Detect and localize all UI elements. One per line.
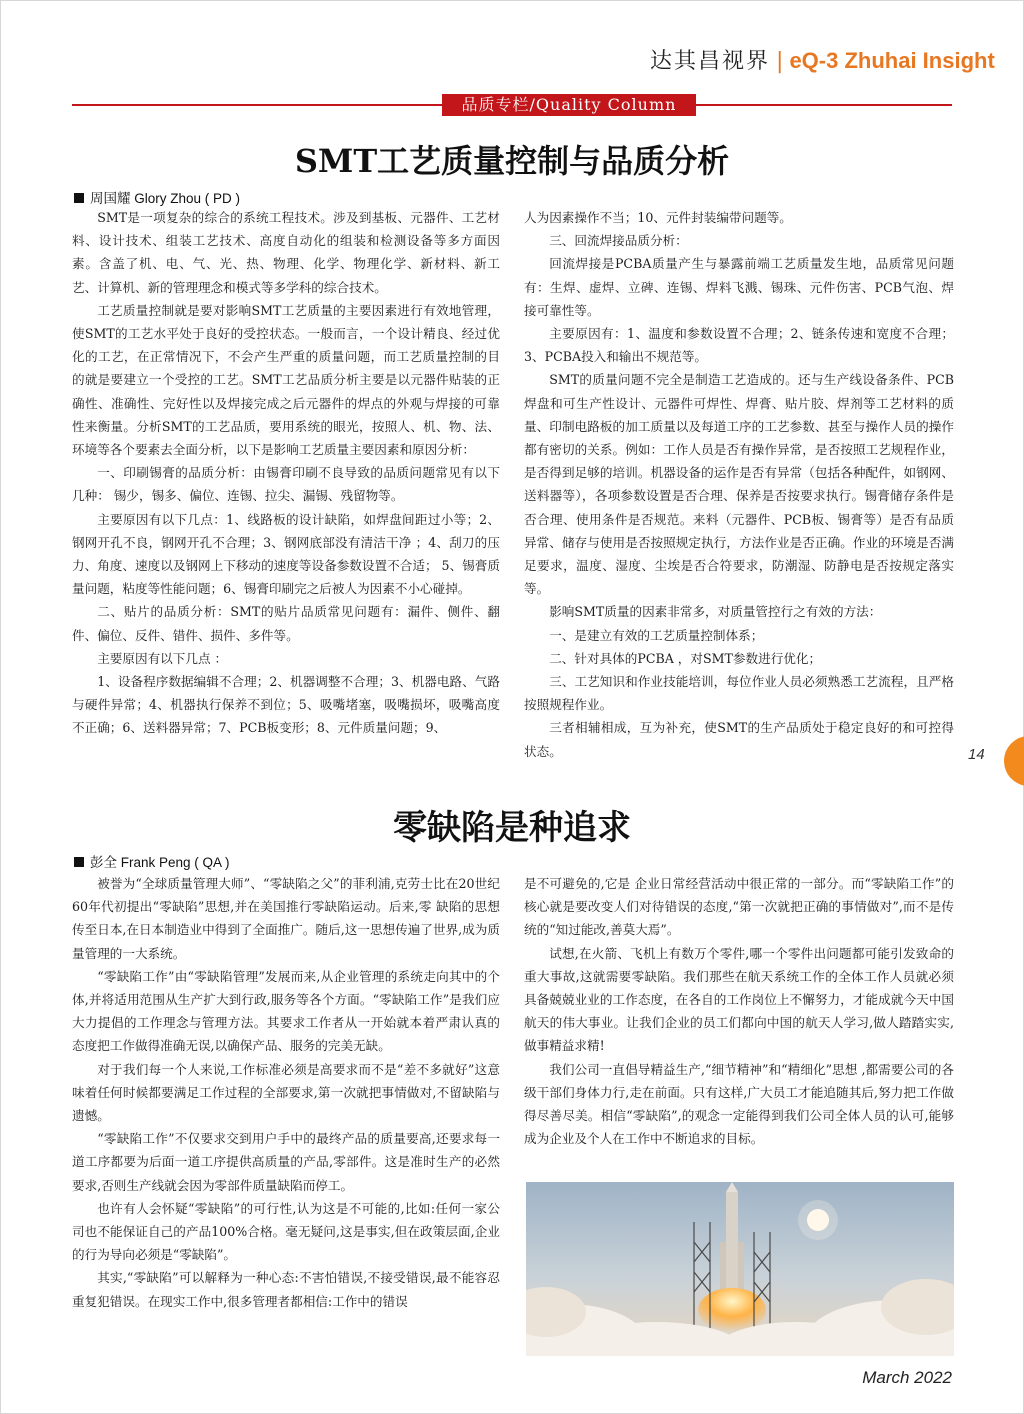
masthead-cn: 达其昌视界 xyxy=(650,49,771,74)
article2-column-left xyxy=(72,872,500,1313)
byline-square-icon xyxy=(74,857,84,867)
article2-title: 零缺陷是种追求 xyxy=(393,808,631,848)
article1-title: SMT工艺质量控制与品质分析 xyxy=(294,142,730,180)
paragraph: 我们公司一直倡导精益生产,“细节精神”和“精细化”思想 ,都需要公司的各级干部们身体力行,走在前面。只有这样,广大员工才能追随其后,努力把工作做得尽善尽美。相信“零缺陷”,的观念一定能得到我们公司全体人员的认可,能够成为企业及个人在工作中不断追求的目标。 xyxy=(524,1061,954,1147)
paragraph: SMT是一项复杂的综合的系统工程技术。涉及到基板、元器件、工艺材料、设计技术、组装工艺技术、高度自动化的组装和检测设备等多方面因素。含盖了机、电、气、光、热、物理、化学、物理化学、新材料、新工艺、计算机、新的管理理念和模式等多学科的综合技术。 xyxy=(72,210,500,295)
paragraph: SMT的质量问题不完全是制造工艺造成的。还与生产线设备条件、PCB焊盘和可生产性设计、元器件可焊性、焊膏、贴片胶、焊剂等工艺材料的质量、印制电路板的加工质量以及每道工序的工艺参数、甚至与操作人员的操作都有密切的关系。例如：工作人员是否有操作异常，是否按照工艺规程作业，是否得到足够的培训。机器设备的运作是否有异常（包括各种配件，如钢网、送料器等），各项参数设置是否合理、保养是否按要求执行。锡膏储存条件是否合理、使用条件是否规范。来料（元器件、PCB板、锡膏等）是否有品质异常、储存与使用是否按照规定执行，方法作业是否正确。作业的环境是否满足要求，温度、湿度、尘埃是否合符要求，防潮湿、防静电是否按规定落实等。 xyxy=(524,372,954,597)
article1-byline xyxy=(74,187,240,207)
masthead xyxy=(650,44,995,78)
paragraph: 主要原因有以下几点 ： xyxy=(97,650,228,666)
paragraph: 主要原因有以下几点：1、线路板的设计缺陷，如焊盘间距过小等；2、钢网开孔不良，钢网开孔不合理；3、钢网底部没有清洁干净 ；4、刮刀的压力、角度、速度以及钢网上下移动的速度等设备参数设置不合适； 5、锡膏质量问题，粘度等性能问题；6、锡膏印刷完之后被人为因素不小心碰掉。 xyxy=(72,511,500,597)
paragraph: 一、印刷锡膏的品质分析：由锡膏印刷不良导致的品质问题常见有以下几种： 锡少，锡多、偏位、连锡、拉尖、漏锡、残留物等。 xyxy=(72,465,500,504)
paragraph: 被誉为“全球质量管理大师”、“零缺陷之父”的菲利浦,克劳士比在20世纪60年代初提出“零缺陷”思想,并在美国推行零缺陷运动。后来,零 缺陷的思想传至日本,在日本制造业中得到了全面推广。随后,这一思想传遍了世界,成为质量管理的一大系统。 xyxy=(72,876,500,961)
article1-column-right xyxy=(524,206,954,763)
article1-continued: 人为因素操作不当；10、元件封装编带问题等。 xyxy=(524,210,792,225)
paragraph: 影响SMT质量的因素非常多，对质量管控行之有效的方法： xyxy=(549,604,882,620)
rocket-launch-photo xyxy=(526,1182,954,1356)
byline-square-icon xyxy=(74,193,84,203)
article1-author: 周国耀 Glory Zhou ( PD ) xyxy=(90,191,241,206)
issue-date: March 2022 xyxy=(862,1368,952,1387)
paragraph: 一、是建立有效的工艺质量控制体系； xyxy=(549,627,764,643)
paragraph: 其实,“零缺陷”可以解释为一种心态:不害怕错误,不接受错误,最不能容忍重复犯错误。在现实工作中,很多管理者都相信:工作中的错误 xyxy=(72,1270,500,1309)
masthead-separator: | xyxy=(776,49,784,74)
masthead-en: eQ-3 Zhuhai Insight xyxy=(789,48,995,73)
column-label: 品质专栏/Quality Column xyxy=(442,94,696,116)
paragraph: 二、贴片的品质分析：SMT的贴片品质常见问题有：漏件、侧件、翻件、偏位、反件、错件、损件、多件等。 xyxy=(72,604,500,643)
paragraph: 主要原因有：1、温度和参数设置不合理；2、链条传速和宽度不合理；3、PCBA投入和输出不规范等。 xyxy=(524,326,954,365)
page-number: 14 xyxy=(968,746,985,763)
paragraph: 三、回流焊接品质分析： xyxy=(549,233,688,249)
article2-author: 彭全 Frank Peng ( QA ) xyxy=(90,855,230,870)
paragraph: 1、设备程序数据编辑不合理；2、机器调整不合理；3、机器电路、气路与硬件异常；4、机器执行保养不到位；5、吸嘴堵塞，吸嘴损坏，吸嘴高度不正确；6、送料器异常；7、PCB板变形；8、元件质量问题；9、 xyxy=(72,674,500,736)
paragraph: 工艺质量控制就是要对影响SMT工艺质量的主要因素进行有效地管理，使SMT的工艺水平处于良好的受控状态。一般而言，一个设计精良、经过优化的工艺，在正常情况下，不会产生严重的质量问题，而工艺质量控制的目的就是要建立一个受控的工艺。SMT工艺品质分析主要是以元器件贴装的正确性、准确性、完好性以及焊接完成之后元器件的焊点的外观与焊接的可靠性来衡量。分析SMT的工艺品质，要用系统的眼光，按照人、机、物、法、环境等各个要素去全面分析，以下是影响工艺质量主要因素和原因分析： xyxy=(72,302,500,458)
paragraph: “零缺陷工作”不仅要求交到用户手中的最终产品的质量要高,还要求每一道工序都要为后面一道工序提供高质量的产品,零部件。这是准时生产的必然要求,否则生产线就会因为零部件质量缺陷而停工。 xyxy=(72,1131,500,1193)
rocket-photo-illustration xyxy=(526,1182,954,1356)
page-tab xyxy=(1004,736,1024,786)
article2-byline xyxy=(74,851,230,871)
paragraph: 二、针对具体的PCBA ，对SMT参数进行优化； xyxy=(549,650,822,666)
article1-column-left xyxy=(72,206,500,740)
column-bar xyxy=(72,94,952,116)
paragraph: “零缺陷工作”由“零缺陷管理”发展而来,从企业管理的系统走向其中的个体,并将适用范围从生产扩大到行政,服务等各个方面。“零缺陷工作”是我们应大力提倡的工作理念与管理方法。其要求工作者从一开始就本着严肃认真的态度把工作做得准确无误,以确保产品、服务的完美无缺。 xyxy=(72,968,500,1054)
article2-column-right xyxy=(524,872,954,1150)
paragraph: 试想,在火箭、飞机上有数万个零件,哪一个零件出问题都可能引发致命的重大事故,这就需要零缺陷。我们那些在航天系统工作的全体工作人员就必须具备兢兢业业的工作态度，在各自的工作岗位上不懈努力，才能成就今天中国航天的伟大事业。让我们企业的员工们都向中国的航天人学习,做人踏踏实实,做事精益求精! xyxy=(524,945,954,1054)
paragraph: 三者相辅相成，互为补充，使SMT的生产品质处于稳定良好的和可控得状态。 xyxy=(524,720,954,759)
paragraph: 也许有人会怀疑“零缺陷”的可行性,认为这是不可能的,比如:任何一家公司也不能保证自己的产品100%合格。毫无疑问,这是事实,但在政策层面,企业的行为导向必须是“零缺陷”。 xyxy=(72,1200,500,1263)
paragraph: 对于我们每一个人来说,工作标准必须是高要求而不是“差不多就好”这意味着任何时候都要满足工作过程的全部要求,第一次就把事情做对,不留缺陷与遗憾。 xyxy=(72,1061,500,1124)
paragraph: 回流焊接是PCBA质量产生与暴露前端工艺质量发生地，品质常见问题有：生焊、虚焊、立碑、连锡、焊料飞溅、锡珠、元件伤害、PCB气泡、焊接可靠性等。 xyxy=(524,256,954,318)
paragraph: 三、工艺知识和作业技能培训，每位作业人员必须熟悉工艺流程，且严格按照规程作业。 xyxy=(524,674,954,713)
article2-continued: 是不可避免的,它是 企业日常经营活动中很正常的一部分。而“零缺陷工作”的核心就是要改变人们对待错误的态度,“第一次就把正确的事情做对”,而不是传统的“知过能改,善莫大焉”。 xyxy=(524,876,954,938)
